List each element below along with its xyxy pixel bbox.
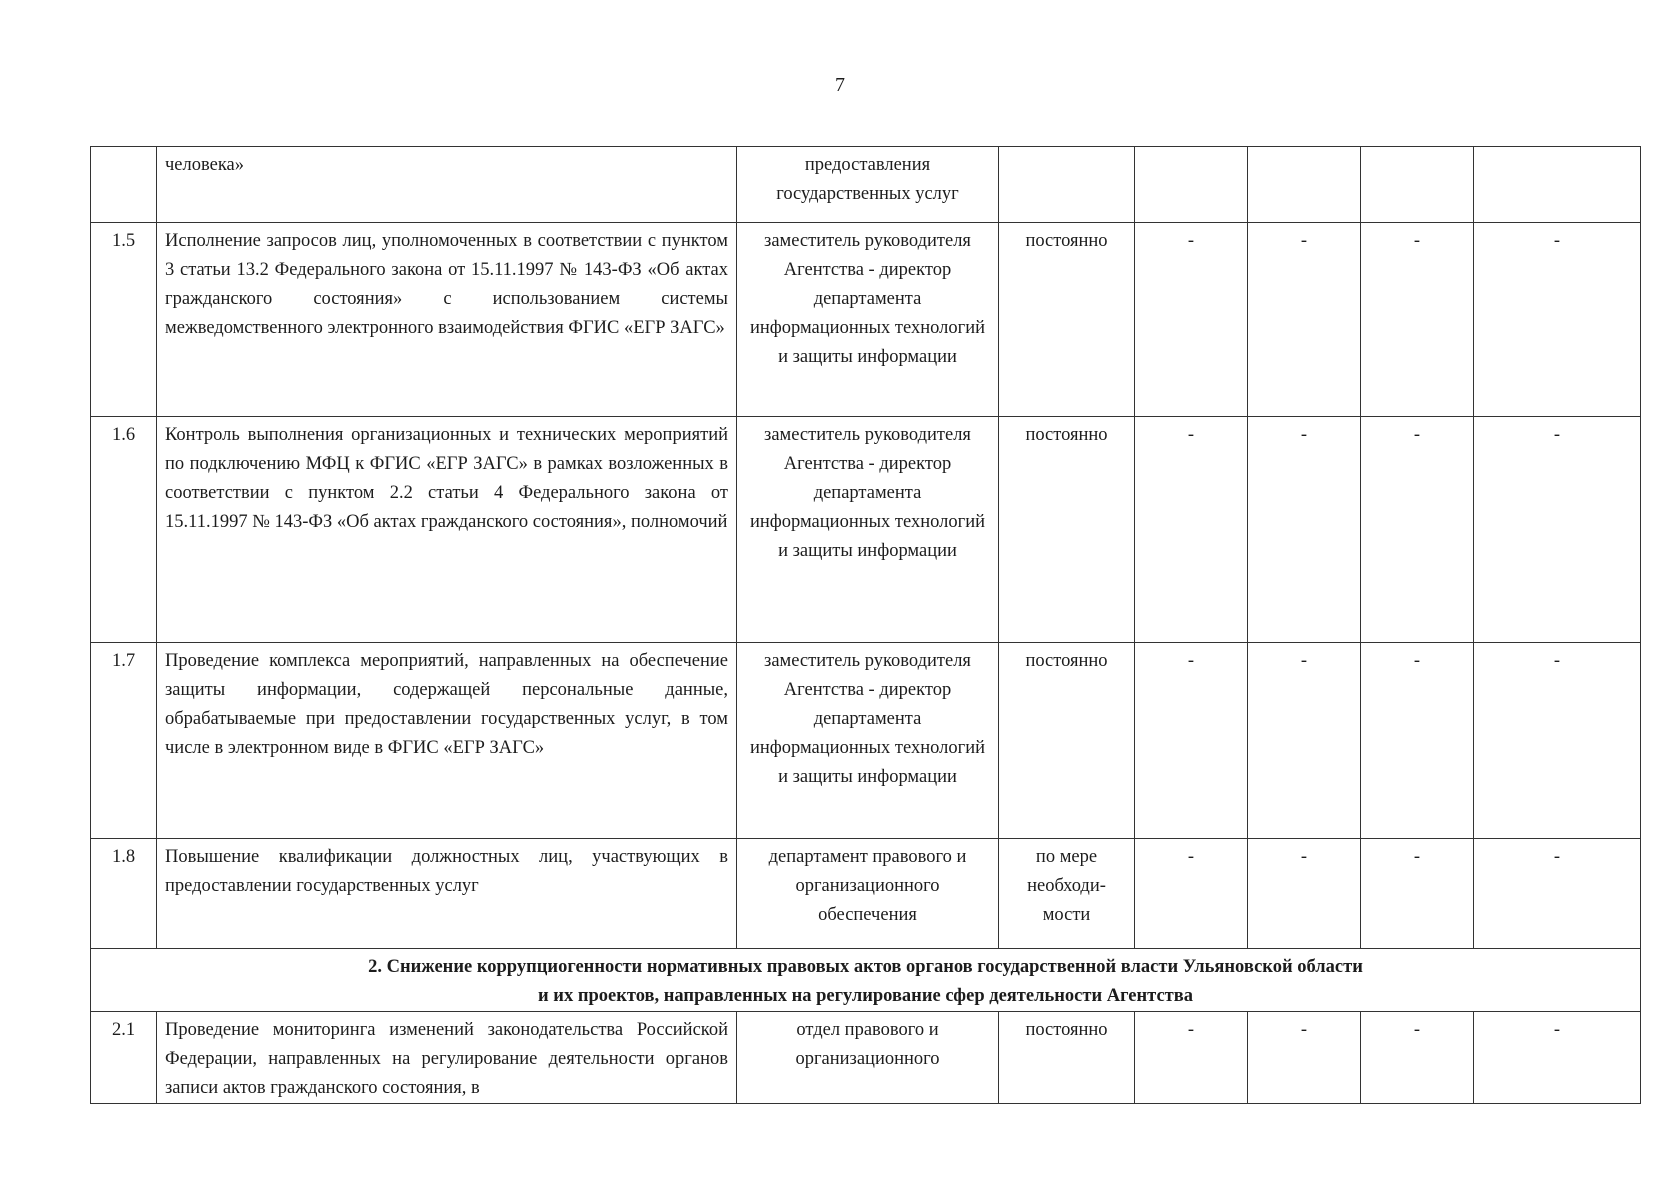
indicator-cell: -: [1474, 839, 1641, 949]
indicator-cell: -: [1135, 223, 1248, 417]
indicator-cell: -: [1135, 643, 1248, 839]
indicator-cell: -: [1248, 417, 1361, 643]
deadline: постоянно: [999, 643, 1135, 839]
section-title-line: 2. Снижение коррупциогенности нормативных правовых актов органов государственной власти Ульяновской области: [368, 957, 1363, 977]
deadline: [999, 147, 1135, 223]
section-title-line: и их проектов, направленных на регулирование сфер деятельности Агентства: [538, 986, 1193, 1006]
indicator-cell: [1474, 147, 1641, 223]
table-row: [91, 1012, 1641, 1104]
indicator-cell: [1135, 147, 1248, 223]
table-row: [91, 147, 1641, 223]
page-number: 7: [835, 74, 845, 96]
table-row: [91, 839, 1641, 949]
row-number: 1.7: [91, 643, 157, 839]
indicator-cell: -: [1361, 643, 1474, 839]
indicator-cell: -: [1474, 223, 1641, 417]
measure-description: человека»: [157, 147, 737, 223]
measures-table: [90, 146, 1641, 1104]
responsible-party: заместитель руководителя Агентства - директор департамента информационных технологий и защиты информации: [737, 417, 999, 643]
row-number: 2.1: [91, 1012, 157, 1104]
deadline: по мере необходи-мости: [999, 839, 1135, 949]
measure-description: Повышение квалификации должностных лиц, участвующих в предоставлении государственных услуг: [157, 839, 737, 949]
indicator-cell: -: [1474, 417, 1641, 643]
deadline: постоянно: [999, 1012, 1135, 1104]
deadline: постоянно: [999, 223, 1135, 417]
indicator-cell: -: [1361, 417, 1474, 643]
table-row: [91, 417, 1641, 643]
responsible-party: заместитель руководителя Агентства - директор департамента информационных технологий и защиты информации: [737, 223, 999, 417]
section-title: [91, 949, 1641, 1012]
table-row: [91, 223, 1641, 417]
indicator-cell: -: [1361, 223, 1474, 417]
indicator-cell: -: [1474, 643, 1641, 839]
indicator-cell: [1361, 147, 1474, 223]
indicator-cell: -: [1248, 643, 1361, 839]
indicator-cell: -: [1248, 839, 1361, 949]
responsible-party: департамент правового и организационного обеспечения: [737, 839, 999, 949]
deadline: постоянно: [999, 417, 1135, 643]
measure-description: Контроль выполнения организационных и технических мероприятий по подключению МФЦ к ФГИС «ЕГР ЗАГС» в рамках возложенных в соответствии с пунктом 2.2 статьи 4 Федерального закона от 15.11.1997 № 143-ФЗ «Об актах гражданского состояния», полномочий: [157, 417, 737, 643]
indicator-cell: -: [1135, 1012, 1248, 1104]
row-number: 1.8: [91, 839, 157, 949]
section-header-row: [91, 949, 1641, 1012]
responsible-party: предоставления государственных услуг: [737, 147, 999, 223]
indicator-cell: -: [1135, 839, 1248, 949]
row-number: 1.5: [91, 223, 157, 417]
row-number: [91, 147, 157, 223]
indicator-cell: -: [1474, 1012, 1641, 1104]
indicator-cell: -: [1248, 223, 1361, 417]
measure-description: Проведение мониторинга изменений законодательства Российской Федерации, направленных на регулирование деятельности органов записи актов гражданского состояния, в: [157, 1012, 737, 1104]
measure-description: Исполнение запросов лиц, уполномоченных в соответствии с пунктом 3 статьи 13.2 Федерального закона от 15.11.1997 № 143-ФЗ «Об актах гражданского состояния» с использованием системы межведомственного электронного взаимодействия ФГИС «ЕГР ЗАГС»: [157, 223, 737, 417]
table-row: [91, 643, 1641, 839]
responsible-party: отдел правового и организационного: [737, 1012, 999, 1104]
indicator-cell: [1248, 147, 1361, 223]
row-number: 1.6: [91, 417, 157, 643]
indicator-cell: -: [1361, 1012, 1474, 1104]
indicator-cell: -: [1361, 839, 1474, 949]
responsible-party: заместитель руководителя Агентства - директор департамента информационных технологий и защиты информации: [737, 643, 999, 839]
measure-description: Проведение комплекса мероприятий, направленных на обеспечение защиты информации, содержащей персональные данные, обрабатываемые при предоставлении государственных услуг, в том числе в электронном виде в ФГИС «ЕГР ЗАГС»: [157, 643, 737, 839]
indicator-cell: -: [1135, 417, 1248, 643]
indicator-cell: -: [1248, 1012, 1361, 1104]
